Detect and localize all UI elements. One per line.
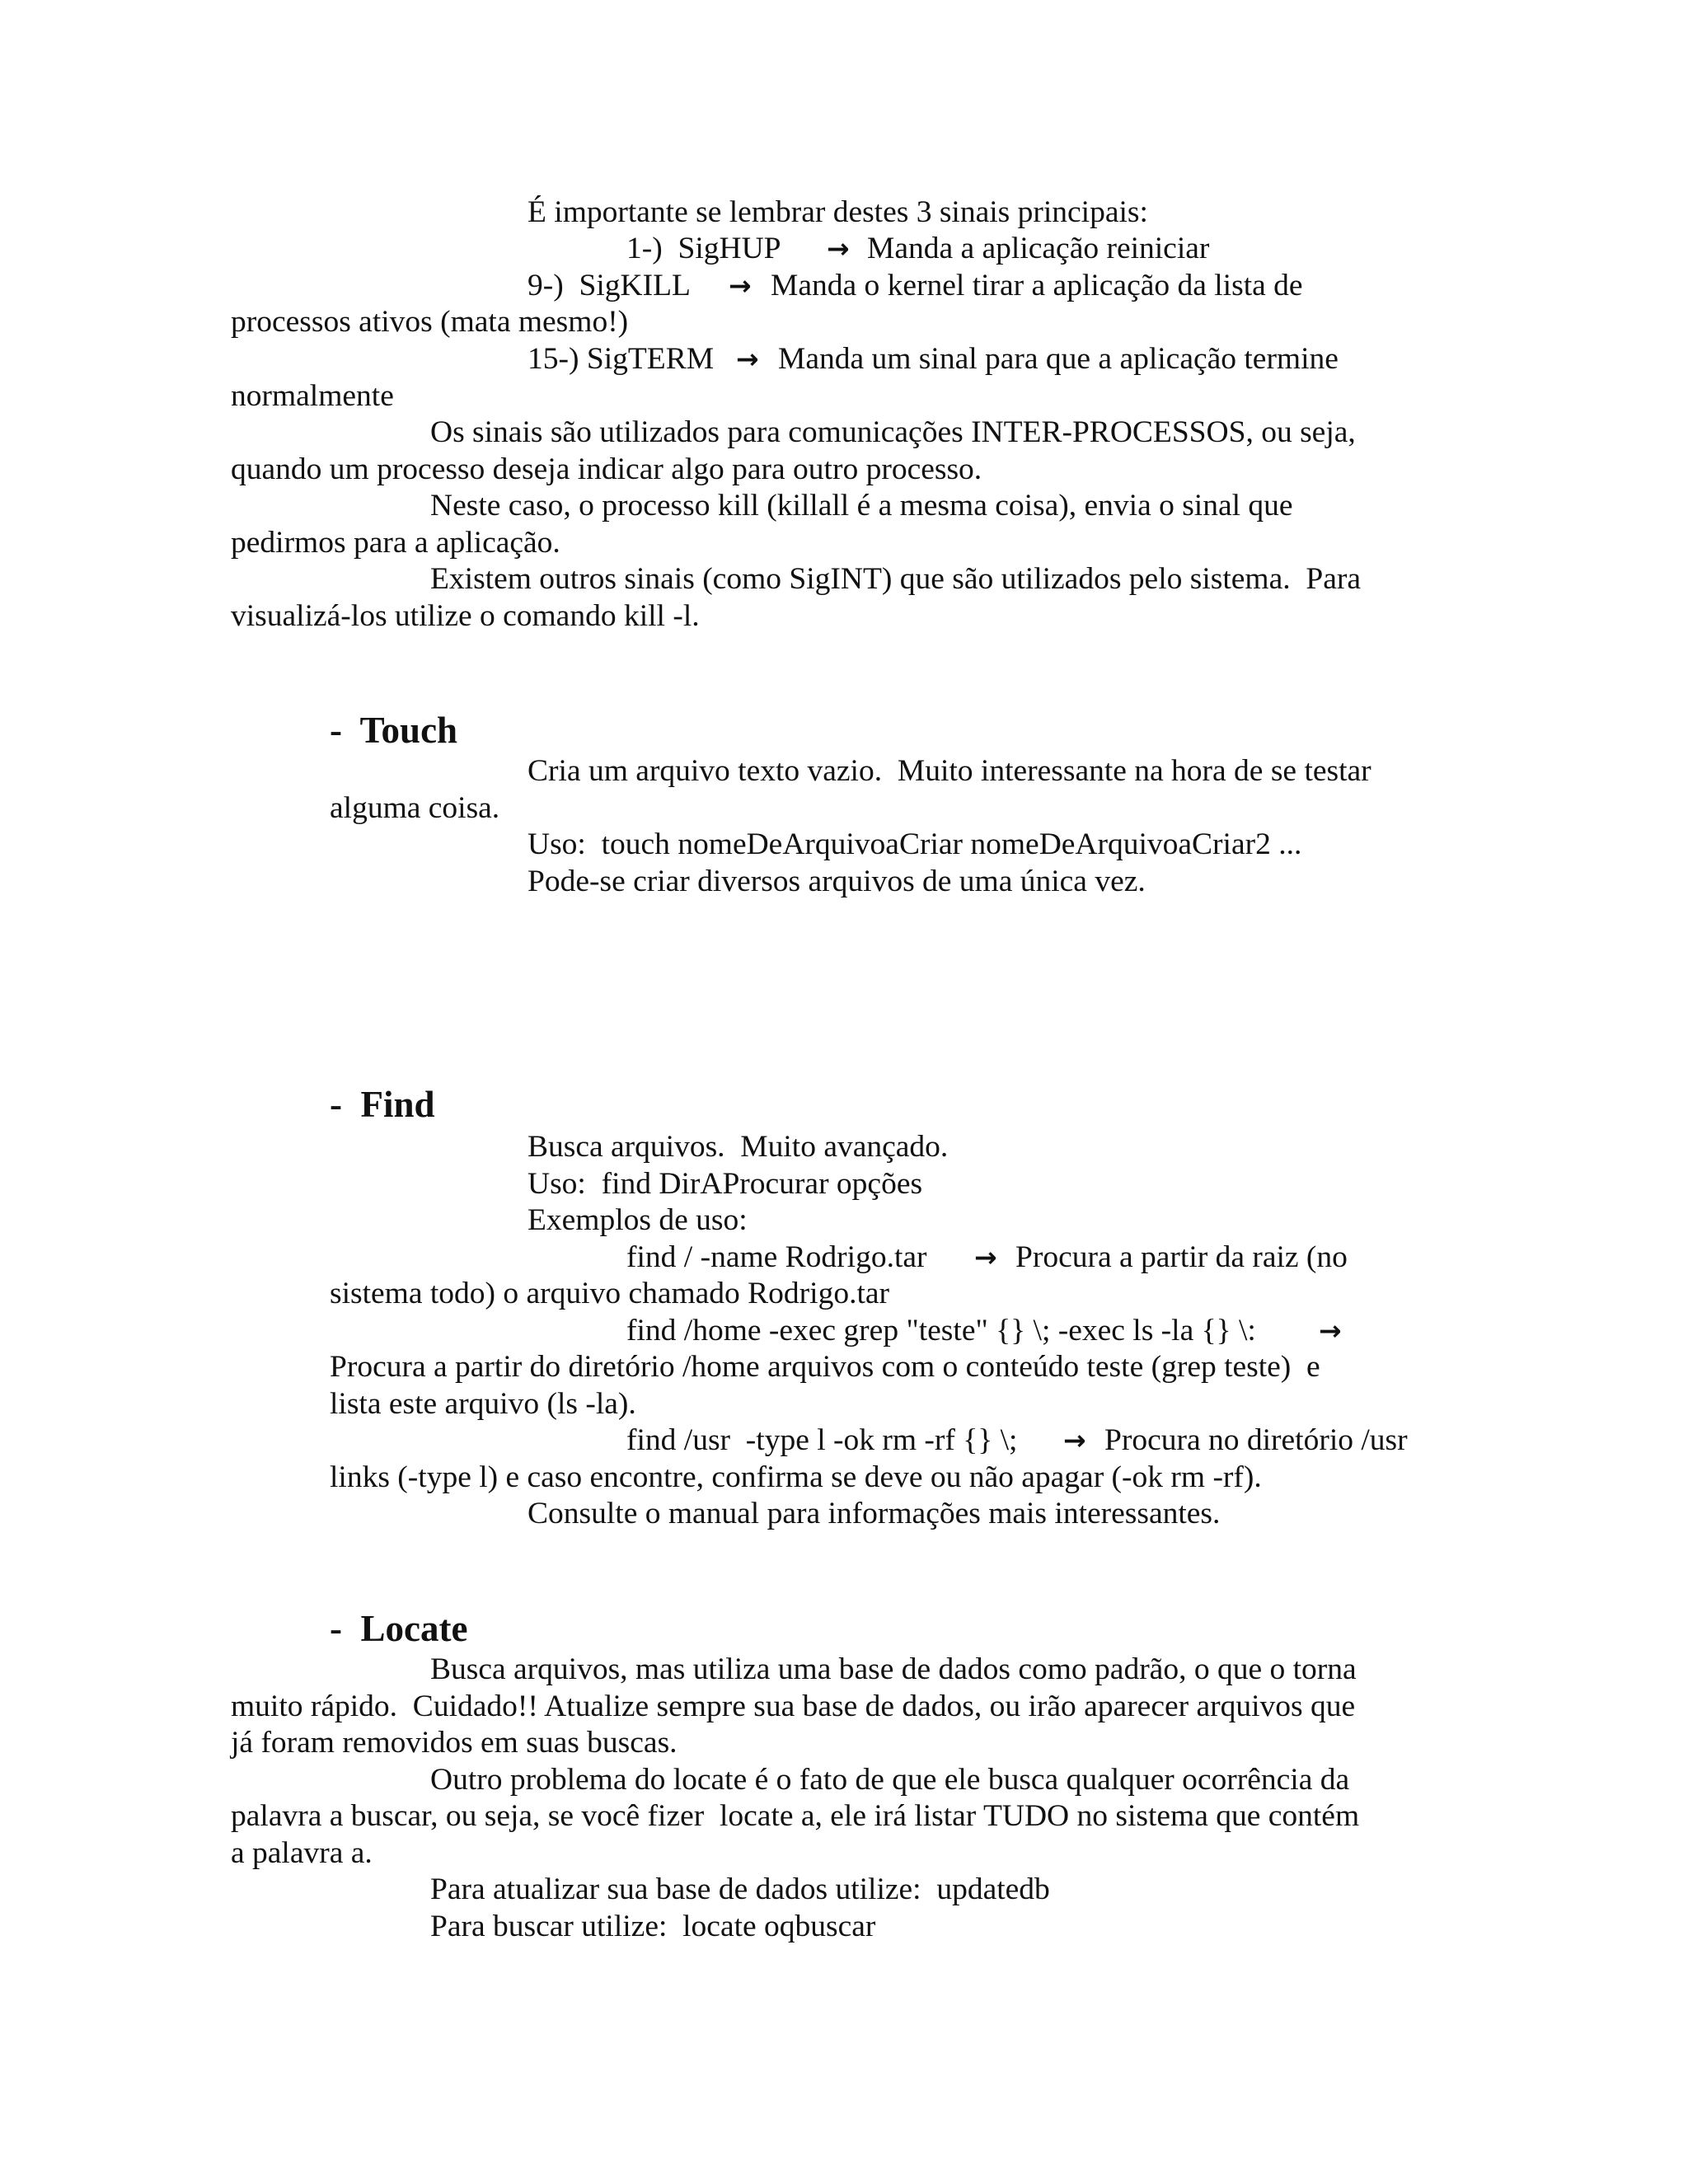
signal-sigterm-continuation: normalmente bbox=[231, 379, 394, 413]
signals-paragraph-2-line-2: pedirmos para a aplicação. bbox=[231, 526, 560, 560]
find-examples-label: Exemplos de uso: bbox=[528, 1203, 748, 1237]
touch-usage: Uso: touch nomeDeArquivoaCriar nomeDeArquivoaCriar2 ... bbox=[528, 827, 1302, 861]
find-example-3-command: find /usr -type l -ok rm -rf {} \; bbox=[626, 1423, 1018, 1457]
find-example-3-desc: Procura no diretório /usr bbox=[1104, 1423, 1408, 1457]
find-example-1-desc: Procura a partir da raiz (no bbox=[1015, 1240, 1348, 1274]
locate-heading: - Locate bbox=[330, 1608, 468, 1649]
find-heading: - Find bbox=[330, 1084, 435, 1125]
signals-paragraph-2-line-1: Neste caso, o processo kill (killall é a mesma coisa), envia o sinal que bbox=[430, 489, 1293, 523]
arrow-right-icon: → bbox=[1063, 1424, 1086, 1456]
locate-paragraph-2-line-1: Outro problema do locate é o fato de que ele busca qualquer ocorrência da bbox=[430, 1763, 1350, 1797]
touch-line-2: alguma coisa. bbox=[330, 791, 500, 825]
signals-paragraph-3-line-1: Existem outros sinais (como SigINT) que são utilizados pelo sistema. Para bbox=[430, 562, 1361, 596]
find-example-2-command: find /home -exec grep "teste" {} \; -exec ls -la {} \: bbox=[626, 1314, 1256, 1347]
locate-search-instruction: Para buscar utilize: locate oqbuscar bbox=[430, 1910, 876, 1943]
find-line-1: Busca arquivos. Muito avançado. bbox=[528, 1130, 949, 1164]
signal-sigterm-label: 15-) SigTERM bbox=[528, 342, 715, 376]
signals-paragraph-1-line-1: Os sinais são utilizados para comunicações INTER-PROCESSOS, ou seja, bbox=[430, 415, 1356, 449]
touch-line-1: Cria um arquivo texto vazio. Muito interessante na hora de se testar bbox=[528, 754, 1372, 788]
signal-sigkill-continuation: processos ativos (mata mesmo!) bbox=[231, 305, 629, 339]
find-example-1-continuation: sistema todo) o arquivo chamado Rodrigo.tar bbox=[330, 1277, 890, 1310]
find-example-1-command: find / -name Rodrigo.tar bbox=[626, 1240, 927, 1274]
locate-paragraph-2-line-2: palavra a buscar, ou seja, se você fizer locate a, ele irá listar TUDO no sistema que contém bbox=[231, 1799, 1360, 1833]
arrow-right-icon: → bbox=[974, 1241, 997, 1273]
signal-sighup-label: 1-) SigHUP bbox=[626, 232, 781, 265]
locate-paragraph-1-line-1: Busca arquivos, mas utiliza uma base de dados como padrão, o que o torna bbox=[430, 1652, 1357, 1686]
signal-sighup-desc: Manda a aplicação reiniciar bbox=[867, 232, 1210, 265]
find-example-2-continuation-1: Procura a partir do diretório /home arquivos com o conteúdo teste (grep teste) e bbox=[330, 1350, 1320, 1384]
signal-sigterm-desc: Manda um sinal para que a aplicação termine bbox=[778, 342, 1339, 376]
arrow-right-icon: → bbox=[729, 269, 752, 302]
find-manual-note: Consulte o manual para informações mais interessantes. bbox=[528, 1497, 1221, 1530]
arrow-right-icon: → bbox=[827, 232, 850, 265]
signals-paragraph-3-line-2: visualizá-los utilize o comando kill -l. bbox=[231, 599, 700, 633]
locate-paragraph-2-line-3: a palavra a. bbox=[231, 1836, 373, 1870]
find-example-2-continuation-2: lista este arquivo (ls -la). bbox=[330, 1387, 636, 1421]
arrow-right-icon: → bbox=[1319, 1315, 1342, 1347]
touch-heading: - Touch bbox=[330, 710, 458, 751]
locate-paragraph-1-line-2: muito rápido. Cuidado!! Atualize sempre sua base de dados, ou irão aparecer arquivos que bbox=[231, 1690, 1356, 1723]
arrow-right-icon: → bbox=[736, 343, 759, 375]
signal-sigkill-desc: Manda o kernel tirar a aplicação da lista de bbox=[771, 269, 1303, 302]
signals-paragraph-1-line-2: quando um processo deseja indicar algo para outro processo. bbox=[231, 452, 982, 486]
locate-update-instruction: Para atualizar sua base de dados utilize: updatedb bbox=[430, 1872, 1050, 1906]
find-usage: Uso: find DirAProcurar opções bbox=[528, 1167, 923, 1201]
signal-sigkill-label: 9-) SigKILL bbox=[528, 269, 691, 302]
touch-note: Pode-se criar diversos arquivos de uma única vez. bbox=[528, 865, 1146, 898]
signals-intro: É importante se lembrar destes 3 sinais principais: bbox=[528, 195, 1148, 229]
find-example-3-continuation: links (-type l) e caso encontre, confirma se deve ou não apagar (-ok rm -rf). bbox=[330, 1460, 1262, 1494]
locate-paragraph-1-line-3: já foram removidos em suas buscas. bbox=[231, 1726, 678, 1760]
